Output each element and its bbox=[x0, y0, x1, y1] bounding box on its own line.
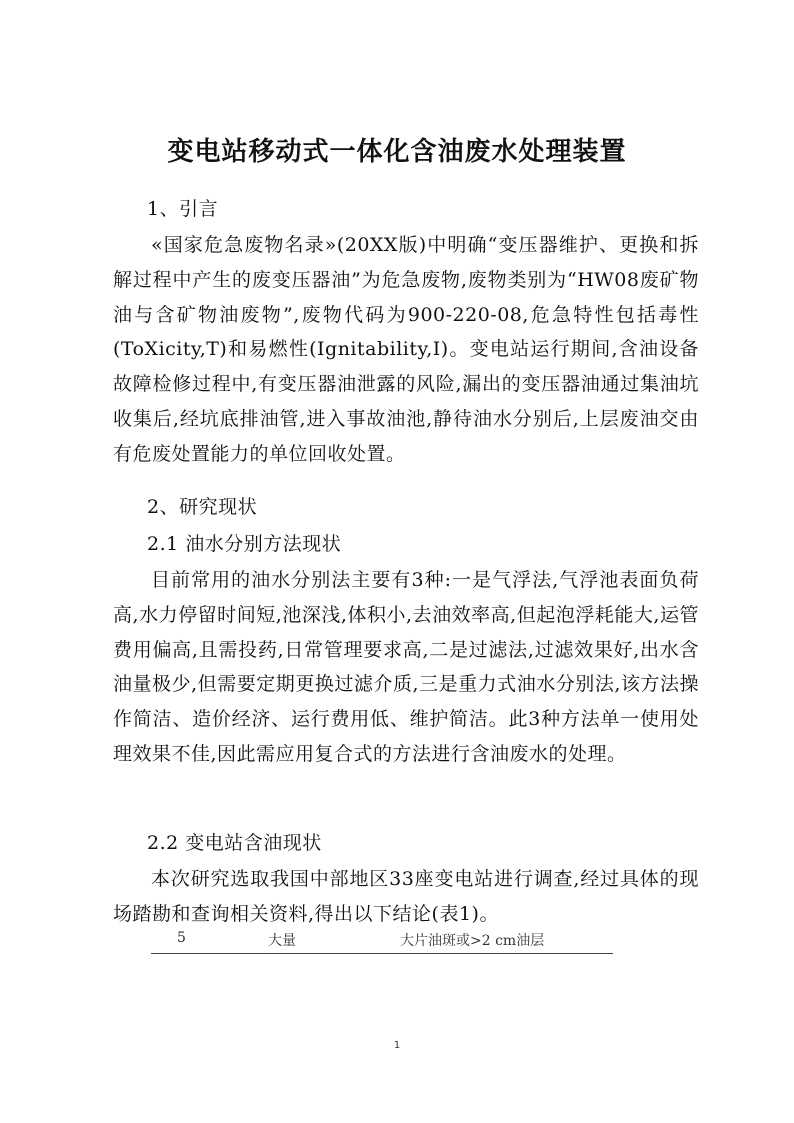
table-cell-description: 大片油斑或>2 cm油层 bbox=[400, 933, 545, 949]
paragraph-introduction: «国家危急废物名录»(20XX版)中明确“变压器维护、更换和拆解过程中产生的废变压器油”为危急废物,废物类别为“HW08废矿物油与含矿物油废物”,废物代码为900-220-08,危急特性包括毒性(ToXicity,T)和易燃性(Ignitability,I)。变电站运行期间,含油设备故障检修过程中,有变压器油泄露的风险,漏出的变压器油通过集油坑收集后,经坑底排油管,进入事故油池,静待油水分别后,上层废油交由有危废处置能力的单位回收处置。 bbox=[113, 234, 699, 465]
paragraph-substation-oil-status: 本次研究选取我国中部地区33座变电站进行调查,经过具体的现场踏勘和查询相关资料,得出以下结论(表1)。 bbox=[113, 868, 699, 925]
table-cell-index: 5 bbox=[177, 930, 186, 946]
section-heading-introduction: 1、引言 bbox=[147, 198, 219, 220]
paragraph-separation-methods: 目前常用的油水分别法主要有3种:一是气浮法,气浮池表面负荷高,水力停留时间短,池深浅,体积小,去油效率高,但起泡浮耗能大,运管费用偏高,且需投药,日常管理要求高,二是过滤法,过滤效果好,出水含油量极少,但需要定期更换过滤介质,三是重力式油水分别法,该方法操作简洁、造价经济、运行费用低、维护简洁。此3种方法单一使用处理效果不佳,因此需应用复合式的方法进行含油废水的处理。 bbox=[113, 569, 699, 765]
section-heading-research-status: 2、研究现状 bbox=[147, 496, 258, 518]
section-heading-substation-oil-status: 2.2 变电站含油现状 bbox=[147, 832, 322, 854]
section-heading-separation-methods: 2.1 油水分别方法现状 bbox=[147, 533, 342, 555]
document-title: 变电站移动式一体化含油废水处理装置 bbox=[167, 137, 627, 167]
table-bottom-rule bbox=[151, 953, 613, 954]
page-number: 1 bbox=[393, 1040, 401, 1051]
table-fragment-row bbox=[151, 928, 613, 954]
table-cell-amount: 大量 bbox=[268, 933, 296, 949]
